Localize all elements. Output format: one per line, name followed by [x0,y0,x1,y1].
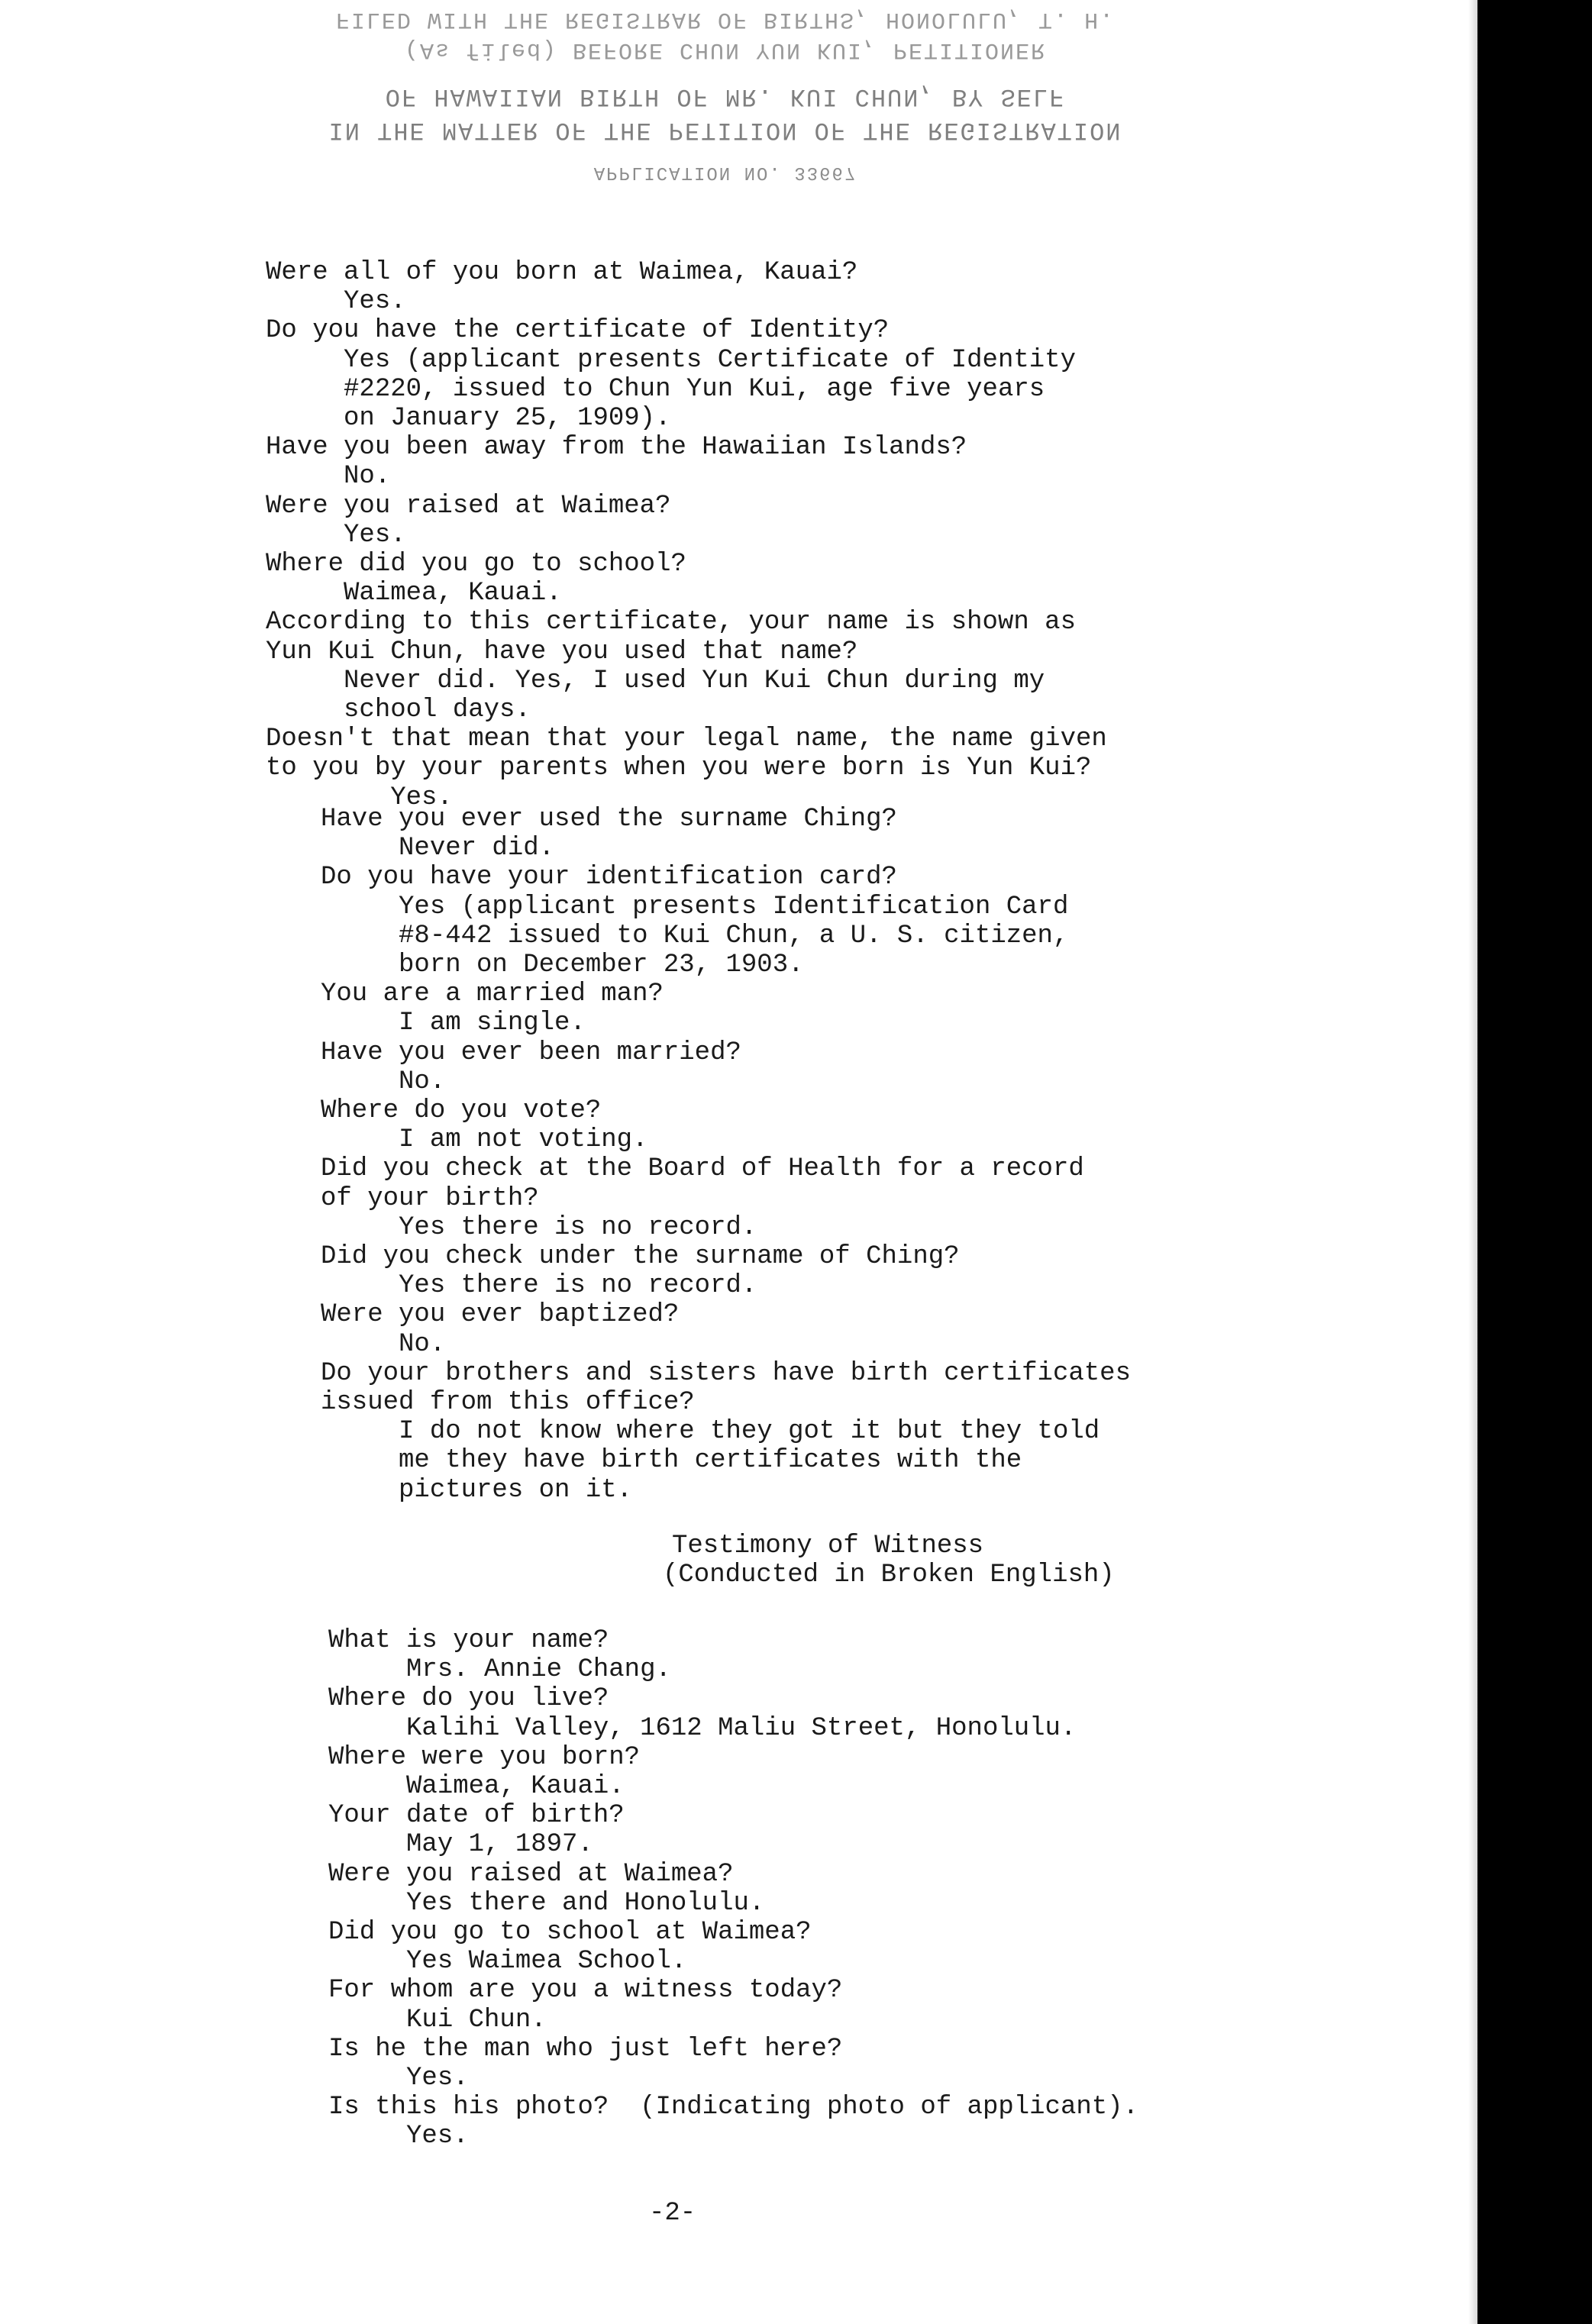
testimony-line: Yes. [328,2064,469,2093]
witness-heading-title: Testimony of Witness [672,1532,984,1561]
testimony-line: You are a married man? [321,980,664,1009]
testimony-line: Yes. [266,287,406,317]
testimony-line: born on December 23, 1903. [321,951,804,980]
page-edge-shadow [1468,0,1477,2324]
testimony-line: Doesn't that mean that your legal name, the name given [266,725,1107,754]
testimony-line: #8-442 issued to Kui Chun, a U. S. citizen, [321,921,1069,951]
testimony-line: Do you have your identification card? [321,863,897,892]
testimony-line: Waimea, Kauai. [328,1772,625,1801]
testimony-line: Yun Kui Chun, have you used that name? [266,637,858,667]
testimony-line: Yes there and Honolulu. [328,1888,765,1918]
scan-edge [1477,0,1592,2324]
testimony-line: Mrs. Annie Chang. [328,1655,671,1685]
testimony-line: What is your name? [328,1626,609,1655]
testimony-line: Yes (applicant presents Identification Card [321,892,1069,922]
testimony-line: #2220, issued to Chun Yun Kui, age five years [266,374,1045,404]
testimony-line: Where do you live? [328,1684,609,1714]
testimony-line: Yes there is no record. [321,1271,757,1301]
testimony-line: Were you raised at Waimea? [266,491,671,521]
testimony-line: Yes Waimea School. [328,1947,687,1977]
testimony-line: May 1, 1897. [328,1830,593,1860]
testimony-line: of your birth? [321,1183,539,1213]
testimony-line: Did you check under the surname of Ching? [321,1242,960,1271]
testimony-line: Where were you born? [328,1742,641,1772]
bleed-line: (As filed) BEFORE CHUN YUN KUI, PETITIONER [404,37,1047,63]
bleed-line: IN THE MATTER OF THE PETITION OF THE REGISTRATION [328,116,1122,144]
testimony-line: Yes there is no record. [321,1212,757,1242]
testimony-line: Never did. Yes, I used Yun Kui Chun during my [266,666,1045,696]
testimony-line: Yes. [266,783,453,812]
testimony-line: to you by your parents when you were born is Yun Kui? [266,754,1092,783]
bleed-line: APPLICATION NO. 33667 [593,162,857,182]
testimony-line: Have you ever been married? [321,1038,741,1067]
testimony-line: Do your brothers and sisters have birth certificates [321,1358,1131,1388]
testimony-line: For whom are you a witness today? [328,1976,843,2006]
testimony-line: pictures on it. [321,1475,633,1505]
testimony-line: Never did. [321,834,555,863]
testimony-line: on January 25, 1909). [266,404,671,433]
bleed-line: FILED WITH THE REGISTRAR OF BIRTHS, HONOLULU, T. H. [335,6,1116,32]
testimony-line: Were you raised at Waimea? [328,1859,734,1889]
testimony-line: Kalihi Valley, 1612 Maliu Street, Honolulu. [328,1713,1077,1743]
testimony-line: I do not know where they got it but they told [321,1417,1100,1447]
testimony-line: No. [321,1067,446,1096]
bleed-line: OF HAWAIIAN BIRTH OF MR. KUI CHUN, BY SELF [385,82,1066,111]
testimony-line: Have you been away from the Hawaiian Islands? [266,433,967,463]
testimony-line: Kui Chun. [328,2005,547,2035]
testimony-line: No. [321,1329,446,1359]
testimony-line: Have you ever used the surname Ching? [321,805,897,834]
testimony-line: Where do you vote? [321,1096,602,1125]
testimony-line: I am single. [321,1009,586,1038]
testimony-line: Were all of you born at Waimea, Kauai? [266,258,858,287]
testimony-line: Were you ever baptized? [321,1300,680,1330]
testimony-line: Yes. [266,520,406,550]
testimony-line: school days. [266,696,531,725]
testimony-line: Yes (applicant presents Certificate of Identity [266,345,1076,375]
testimony-line: Did you check at the Board of Health for a record [321,1154,1084,1184]
testimony-line: Yes. [328,2122,469,2151]
testimony-line: No. [266,462,391,492]
testimony-line: Waimea, Kauai. [266,579,562,608]
testimony-line: Your date of birth? [328,1801,625,1831]
witness-heading-subtitle: (Conducted in Broken English) [663,1561,1115,1590]
page-number: -2- [649,2199,696,2228]
testimony-line: Is he the man who just left here? [328,2034,843,2064]
testimony-line: Where did you go to school? [266,550,686,579]
testimony-line: Do you have the certificate of Identity? [266,316,890,346]
testimony-line: According to this certificate, your name is shown as [266,608,1076,637]
testimony-line: Is this his photo? (Indicating photo of applicant). [328,2093,1138,2122]
testimony-line: issued from this office? [321,1388,695,1417]
testimony-line: me they have birth certificates with the [321,1446,1022,1476]
testimony-line: I am not voting. [321,1125,648,1155]
testimony-line: Did you go to school at Waimea? [328,1918,812,1947]
